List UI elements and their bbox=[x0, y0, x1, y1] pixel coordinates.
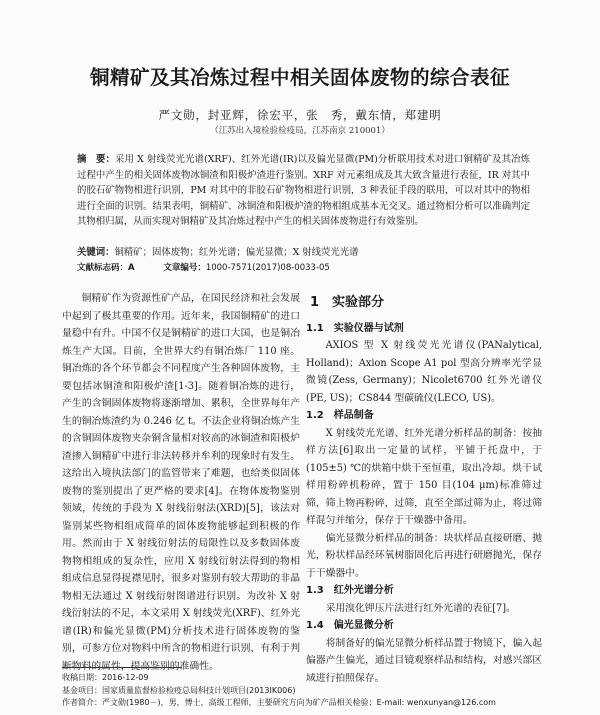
paper-title: 铜精矿及其冶炼过程中相关固体废物的综合表征 bbox=[89, 66, 510, 89]
paragraph-instruments: AXIOS 型 X 射线荧光光谱仪(PANalytical, Holland)；Axion Scope A1 pol 型高分辨率光学显微镜(Zess, Germany)；Nicolet6700 红外光谱仪(PE, US)；CS844 型碳硫仪(LECO, US)。 bbox=[306, 340, 542, 404]
body-right-column bbox=[306, 290, 542, 687]
subsection-heading-ir: 1.3 红外光谱分析 bbox=[306, 585, 394, 596]
footnote-fund: 基金项目：国家质量监督检验检疫总局科技计划项目(2013IK006) bbox=[62, 685, 296, 695]
abstract bbox=[77, 152, 530, 230]
footnotes bbox=[62, 672, 542, 710]
intro-paragraph: 铜精矿作为资源性矿产品，在国民经济和社会发展中起到了极其重要的作用。近年来，我国铜精矿的进口量稳中有升。中国不仅是铜精矿的进口大国，也是铜冶炼生产大国。目前，全世界大约有铜冶炼厂 110 座。铜冶炼的各个环节都会不同程度产生各种固体废物，主要包括冰铜渣和阳极炉渣[1-3]。随着铜冶炼的进行，产生的含铜固体废物将逐渐增加、累积，全世界每年产生的铜冶炼渣约为 0.246 亿 t。不法企业将铜冶炼产生的含铜固体废物夹杂铜含量相对较高的冰铜渣和阳极炉渣掺入铜精矿中进行非法转移并牟利的现象时有发生。这给出入境执法部门的监管带来了难题，也给类似固体废物的鉴别提出了更严格的要求[4]。在物体废物鉴别领域，传统的手段为 X 射线衍射法(XRD)[5]，该法对鉴别某些物相组成简单的固体废物能够起到积极的作用。然而由于 X 射线衍射法的局限性以及多数固体废物物相组成的复杂性，应用 X 射线衍射法得到的物相组成信息显得捉襟见肘，很多对鉴别有较大帮助的非晶物相无法通过 X 射线衍射图谱进行识别。为改补 X 射线衍射法的不足，本文采用 X 射线荧光(XRF)、红外光谱(IR)和偏光显微(PM)分析技术进行固体废物的鉴别，可参方位对物料中所含的物相进行识别，有利于判断物料的属性，提高鉴别的准确性。 bbox=[62, 293, 300, 672]
subsection-heading-pm: 1.4 偏光显微分析 bbox=[306, 620, 394, 631]
section-heading: 1 实验部分 bbox=[310, 295, 385, 310]
keywords bbox=[77, 246, 530, 259]
footnote-author: 作者简介：严文勋(1980－)，男，博士，高级工程师，主要研究方向为矿产品相关检验；E-mail: wenxunyan@126.com bbox=[62, 698, 496, 707]
paragraph-pm: 将制备好的偏光显微分析样品置于物镜下，偏入起偏器产生偏光，通过目镜观察样品和结构，对感兴部区域进行拍照保存。 bbox=[306, 637, 542, 684]
body-left-column bbox=[62, 290, 300, 675]
paragraph-sample-prep-1: X 射线荧光光谱、红外光谱分析样品的制备：按抽样方法[6]取出一定量的试样，平铺于托盘中，于(105±5) ℃的烘箱中烘干至恒重，取出冷却。烘干试样用粉碎机粉碎，置于 150 目(104 μm)标准筛过筛，筛上物再粉碎，过筛，直至全部过筛为止，将过筛样混匀并缩分，保存于干燥器中备用。 bbox=[306, 427, 542, 526]
classification-line bbox=[77, 262, 530, 274]
affiliation: （江苏出入境检验检疫局，江苏南京 210001） bbox=[210, 126, 390, 136]
article-id-label: 文章编号： bbox=[163, 263, 206, 273]
paragraph-ir: 采用溴化钾压片法进行红外光谱的表征[7]。 bbox=[325, 602, 516, 614]
abstract-text: 采用 X 射线荧光光谱(XRF)、红外光谱(IR)以及偏光显微(PM)分析联用技术对进口铜精矿及其冶炼过程中产生的相关固体废物冰铜渣和阳极炉渣进行鉴别。XRF 对元素组成及其大致含量进行表征，IR 对其中的胶石矿物物相进行识别，PM 对其中的非胶石矿物物相进行识别，3 种表征手段的联用，可以对其中的物相进行全面的识别。结果表明，铜精矿、冰铜渣和阳极炉渣的物相组成基本无交叉。通过物相分析可以准确判定其物相归属，从而实现对铜精矿及其冶炼过程中产生的相关固体废物进行有效鉴别。 bbox=[77, 154, 530, 227]
subsection-heading-sample-prep: 1.2 样品制备 bbox=[306, 410, 374, 421]
paragraph-sample-prep-2: 偏光显微分析样品的制备：块状样品直接研磨、抛光，粉状样品经环氧树脂固化后再进行研磨抛光，保存于干燥器中。 bbox=[306, 532, 542, 579]
clc-value: A bbox=[128, 263, 135, 273]
author-list: 严文勋，封亚辉，徐宏平，张 秀，戴东情，郑建明 bbox=[158, 108, 442, 122]
footnote-received: 收稿日期：2016-12-09 bbox=[62, 673, 149, 682]
article-id-value: 1000-7571(2017)08-0033-05 bbox=[205, 263, 330, 273]
keywords-text: 铜精矿；固体废物；红外光谱；偏光显微；X 射线荧光光谱 bbox=[114, 247, 359, 258]
subsection-heading-instruments: 1.1 实验仪器与试剂 bbox=[306, 322, 404, 334]
clc-label: 文献标志码： bbox=[77, 263, 129, 273]
footnote-rule bbox=[62, 667, 182, 668]
abstract-label: 摘 要： bbox=[77, 154, 116, 165]
keywords-label: 关键词： bbox=[77, 247, 115, 258]
